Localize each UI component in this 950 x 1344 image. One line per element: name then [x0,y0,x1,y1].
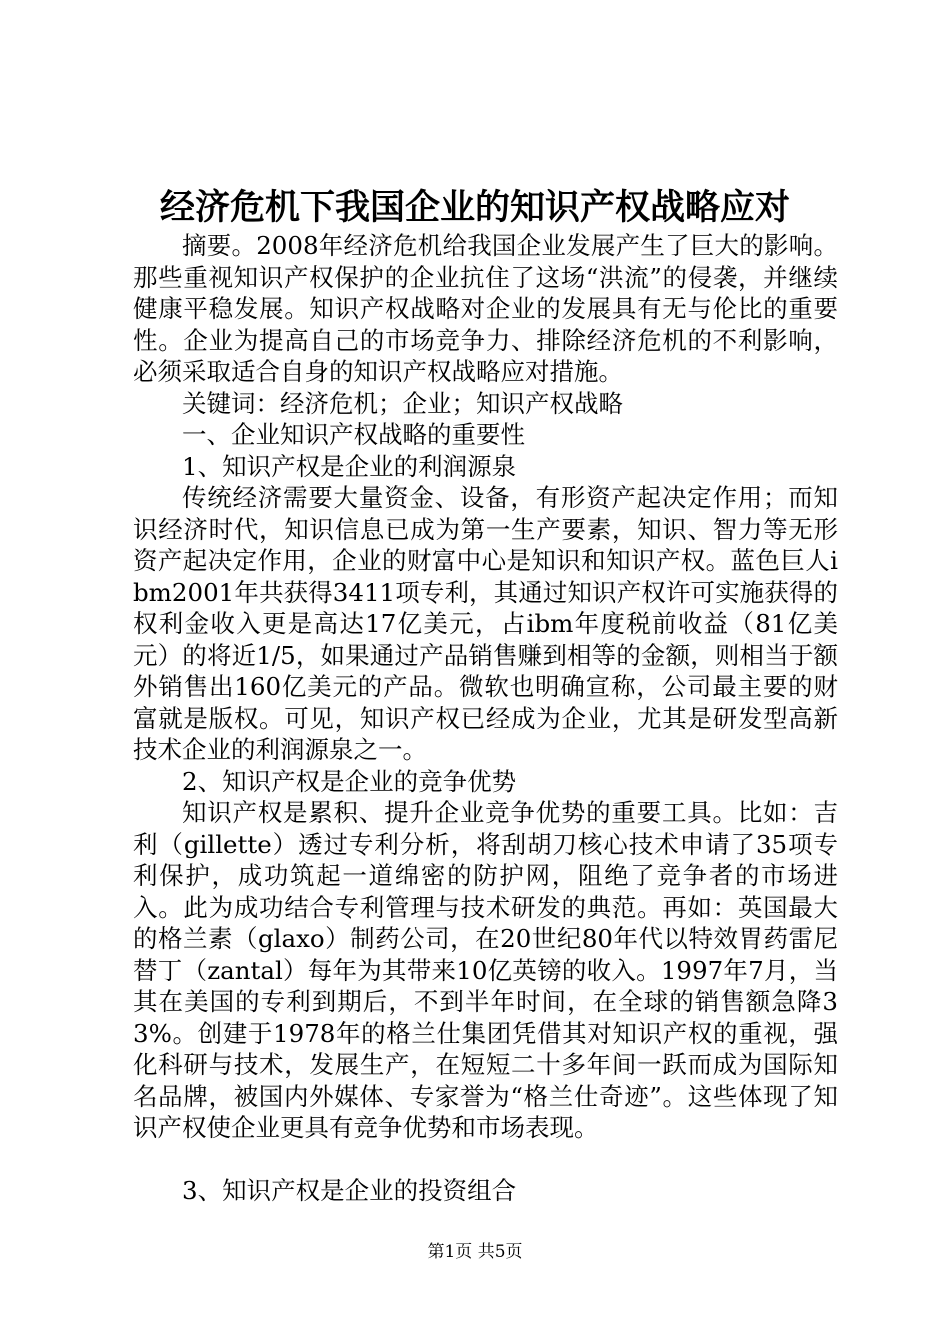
document-title: 经济危机下我国企业的知识产权战略应对 [159,187,790,228]
subsection-heading: 2、知识产权是企业的竞争优势 [182,766,517,796]
subsection-heading: 3、知识产权是企业的投资组合 [182,1176,517,1205]
subsection-heading: 1、知识产权是企业的利润源泉 [182,451,517,481]
page-number: 第1页 共5页 [427,1242,523,1262]
abstract-paragraph: 摘要。2008年经济危机给我国企业发展产生了巨大的影响。那些重视知识产权保护的企业抗住了这场“洪流”的侵袭，并继续健康平稳发展。知识产权战略对企业的发展具有无与伦比的重要性。企业为提高自己的市场竞争力、排除经济危机的不利影响，必须采取适合自身的知识产权战略应对措施。 [133,231,838,386]
body-paragraph: 传统经济需要大量资金、设备，有形资产起决定作用；而知识经济时代，知识信息已成为第一生产要素，知识、智力等无形资产起决定作用，企业的财富中心是知识和知识产权。蓝色巨人ibm2001年共获得3411项专利，其通过知识产权许可实施获得的权利金收入更是高达17亿美元，占ibm年度税前收益（81亿美元）的将近1/5，如果通过产品销售赚到相等的金额，则相当于额外销售出160亿美元的产品。微软也明确宣称，公司最主要的财富就是版权。可见，知识产权已经成为企业，尤其是研发型高新技术企业的利润源泉之一。 [133,483,838,764]
section-heading: 一、企业知识产权战略的重要性 [182,420,525,449]
document-body [133,230,838,1207]
keywords-paragraph: 关键词：经济危机；企业；知识产权战略 [182,388,623,418]
body-paragraph: 知识产权是累积、提升企业竞争优势的重要工具。比如：吉利（gillette）透过专利分析，将刮胡刀核心技术申请了35项专利保护，成功筑起一道绵密的防护网，阻绝了竞争者的市场进入。此为成功结合专利管理与技术研发的典范。再如：英国最大的格兰素（glaxo）制药公司，在20世纪80年代以特效胃药雷尼替丁（zantal）每年为其带来10亿英镑的收入。1997年7月，当其在美国的专利到期后，不到半年时间，在全球的销售额急降33%。创建于1978年的格兰仕集团凭借其对知识产权的重视，强化科研与技术，发展生产，在短短二十多年间一跃而成为国际知名品牌，被国内外媒体、专家誉为“格兰仕奇迹”。这些体现了知识产权使企业更具有竞争优势和市场表现。 [133,798,838,1142]
